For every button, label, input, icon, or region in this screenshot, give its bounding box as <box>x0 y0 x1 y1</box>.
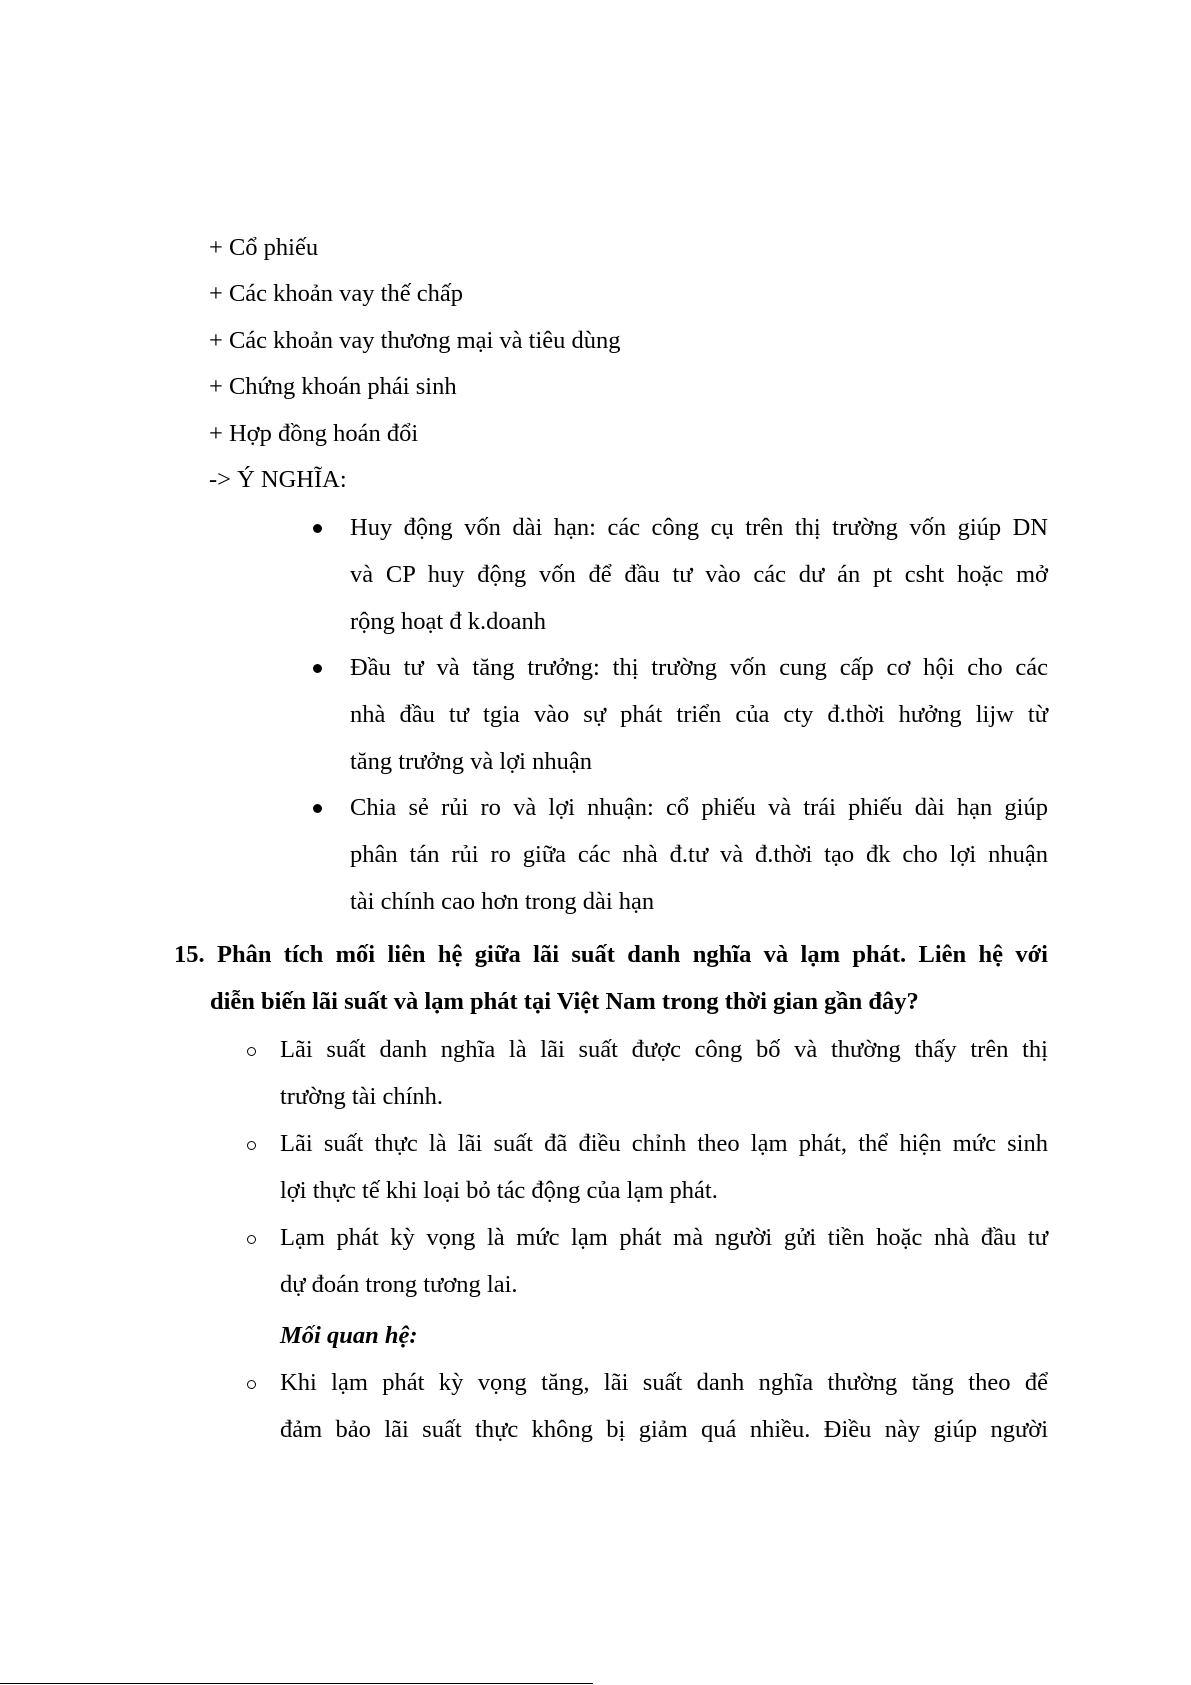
definition-3-line-2: dự đoán trong tương lai. <box>280 1271 518 1298</box>
list-item-commercial-consumer-loans: + Các khoản vay thương mại và tiêu dùng <box>209 327 621 354</box>
question-heading-line-2: diễn biến lãi suất và lạm phát tại Việt Nam trong thời gian gần đây? <box>210 988 919 1015</box>
footnote-rule <box>0 1683 593 1684</box>
question-heading-line-1: 15. Phân tích mối liên hệ giữa lãi suất danh nghĩa và lạm phát. Liên hệ với <box>174 941 1048 968</box>
meaning-label: -> Ý NGHĨA: <box>209 466 347 493</box>
bullet-3-line-1: Chia sẻ rủi ro và lợi nhuận: cổ phiếu và trái phiếu dài hạn giúp <box>350 794 1048 821</box>
relationship-1-line-1: Khi lạm phát kỳ vọng tăng, lãi suất danh nghĩa thường tăng theo để <box>280 1369 1048 1396</box>
bullet-1-line-3: rộng hoạt đ k.doanh <box>350 608 546 635</box>
definition-2-line-2: lợi thực tế khi loại bỏ tác động của lạm phát. <box>280 1177 718 1204</box>
bullet-3-line-2: phân tán rủi ro giữa các nhà đ.tư và đ.thời tạo đk cho lợi nhuận <box>350 841 1048 868</box>
list-item-mortgage-loans: + Các khoản vay thế chấp <box>209 280 463 307</box>
bullet-1-line-1: Huy động vốn dài hạn: các công cụ trên thị trường vốn giúp DN <box>350 514 1048 541</box>
relationship-heading: Mối quan hệ: <box>280 1322 418 1349</box>
definition-2-line-1: Lãi suất thực là lãi suất đã điều chỉnh theo lạm phát, thể hiện mức sinh <box>280 1130 1048 1157</box>
definition-1-line-1: Lãi suất danh nghĩa là lãi suất được công bố và thường thấy trên thị <box>280 1036 1048 1063</box>
bullet-2-line-2: nhà đầu tư tgia vào sự phát triển của cty đ.thời hưởng lijw từ <box>350 701 1048 728</box>
definition-3-line-1: Lạm phát kỳ vọng là mức lạm phát mà người gửi tiền hoặc nhà đầu tư <box>280 1224 1048 1251</box>
relationship-1-line-2: đảm bảo lãi suất thực không bị giảm quá nhiều. Điều này giúp người <box>280 1416 1048 1443</box>
bullet-3-line-3: tài chính cao hơn trong dài hạn <box>350 888 655 915</box>
definition-1-line-2: trường tài chính. <box>280 1083 443 1110</box>
bullet-dot-icon <box>313 524 322 533</box>
list-item-swap-contracts: + Hợp đồng hoán đổi <box>209 420 419 447</box>
circle-bullet-icon <box>247 1380 256 1389</box>
bullet-1-line-2: và CP huy động vốn để đầu tư vào các dư án pt csht hoặc mở <box>350 561 1048 588</box>
circle-bullet-icon <box>247 1141 256 1150</box>
bullet-2-line-1: Đầu tư và tăng trưởng: thị trường vốn cung cấp cơ hội cho các <box>350 654 1048 681</box>
list-item-stocks: + Cổ phiếu <box>209 234 319 261</box>
bullet-2-line-3: tăng trưởng và lợi nhuận <box>350 748 592 775</box>
list-item-derivatives: + Chứng khoán phái sinh <box>209 373 457 400</box>
bullet-dot-icon <box>313 804 322 813</box>
circle-bullet-icon <box>247 1235 256 1244</box>
bullet-dot-icon <box>313 664 322 673</box>
circle-bullet-icon <box>247 1047 256 1056</box>
